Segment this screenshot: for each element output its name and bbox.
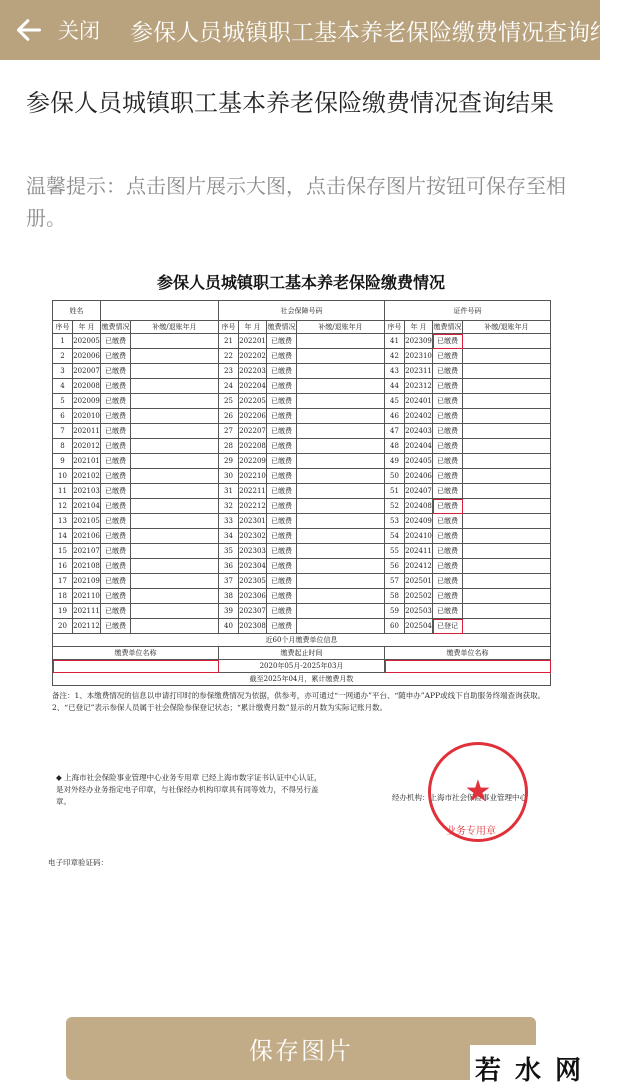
stamp-description: ◆ 上海市社会保险事业管理中心业务专用章 已经上海市数字证书认证中心认证，是对外经办业务指定电子印章，与社保经办机构印章具有同等效力，不得另行盖章。 — [56, 773, 322, 806]
row-index: 57 — [385, 574, 405, 589]
save-image-button[interactable]: 保存图片 — [66, 1017, 536, 1080]
row-index: 42 — [385, 349, 405, 364]
payment-status: 已缴费 — [433, 454, 463, 469]
row-index: 50 — [385, 469, 405, 484]
payment-status: 已缴费 — [433, 559, 463, 574]
top-bar — [0, 0, 636, 60]
row-index: 53 — [385, 514, 405, 529]
payment-status: 已缴费 — [433, 574, 463, 589]
table-row — [53, 574, 551, 589]
payment-status: 已缴费 — [101, 484, 131, 499]
payment-status: 已缴费 — [101, 544, 131, 559]
year-month: 202402 — [405, 409, 433, 424]
row-index: 12 — [53, 499, 73, 514]
table-row — [53, 439, 551, 454]
year-month: 202311 — [405, 364, 433, 379]
year-month: 202111 — [73, 604, 101, 619]
year-month: 202104 — [73, 499, 101, 514]
year-month: 202501 — [405, 574, 433, 589]
payment-status: 已缴费 — [433, 529, 463, 544]
table-row — [53, 394, 551, 409]
payment-status: 已缴费 — [267, 409, 297, 424]
column-header: 序号 — [53, 321, 73, 334]
column-header: 年 月 — [239, 321, 267, 334]
row-index: 26 — [219, 409, 239, 424]
column-header: 缴费情况 — [267, 321, 297, 334]
payment-status: 已缴费 — [267, 454, 297, 469]
year-month: 202112 — [73, 619, 101, 634]
payment-status: 已缴费 — [101, 499, 131, 514]
row-index: 15 — [53, 544, 73, 559]
year-month: 202403 — [405, 424, 433, 439]
year-month: 202106 — [73, 529, 101, 544]
document-title: 参保人员城镇职工基本养老保险缴费情况 — [156, 273, 445, 292]
row-index: 5 — [53, 394, 73, 409]
year-month: 202410 — [405, 529, 433, 544]
payment-status: 已缴费 — [433, 439, 463, 454]
table-row — [53, 379, 551, 394]
column-header: 序号 — [385, 321, 405, 334]
payment-status: 已缴费 — [101, 559, 131, 574]
seal-label: 业务专用章 — [446, 826, 496, 837]
row-index: 29 — [219, 454, 239, 469]
year-month: 202304 — [239, 559, 267, 574]
payment-status: 已缴费 — [267, 604, 297, 619]
year-month: 202405 — [405, 454, 433, 469]
year-month: 202009 — [73, 394, 101, 409]
summary-right: 缴费单位名称 — [385, 647, 551, 660]
payment-status: 已缴费 — [101, 334, 131, 349]
row-index: 47 — [385, 424, 405, 439]
year-month: 202404 — [405, 439, 433, 454]
row-index: 20 — [53, 619, 73, 634]
table-row — [53, 604, 551, 619]
row-index: 56 — [385, 559, 405, 574]
payment-status: 已缴费 — [267, 424, 297, 439]
payment-status: 已缴费 — [267, 559, 297, 574]
year-month: 202211 — [239, 484, 267, 499]
row-index: 43 — [385, 364, 405, 379]
row-index: 25 — [219, 394, 239, 409]
table-row — [53, 349, 551, 364]
organization-label: 经办机构：上海市社会保险事业管理中心 — [392, 793, 527, 802]
payment-status: 已缴费 — [101, 619, 131, 634]
row-index: 21 — [219, 334, 239, 349]
year-month: 202407 — [405, 484, 433, 499]
row-index: 36 — [219, 559, 239, 574]
row-index: 38 — [219, 589, 239, 604]
column-header-row — [53, 321, 551, 334]
row-index: 60 — [385, 619, 405, 634]
payment-status: 已缴费 — [101, 589, 131, 604]
payment-status: 已缴费 — [101, 604, 131, 619]
arrow-left-icon — [15, 16, 43, 44]
year-month: 202209 — [239, 454, 267, 469]
payment-status: 已缴费 — [101, 364, 131, 379]
payment-status: 已缴费 — [267, 439, 297, 454]
row-index: 1 — [53, 334, 73, 349]
year-month: 202303 — [239, 544, 267, 559]
payment-status: 已缴费 — [433, 604, 463, 619]
row-index: 13 — [53, 514, 73, 529]
row-index: 23 — [219, 364, 239, 379]
table-row — [53, 619, 551, 634]
row-index: 51 — [385, 484, 405, 499]
year-month: 202205 — [239, 394, 267, 409]
payment-status: 已缴费 — [101, 409, 131, 424]
row-index: 55 — [385, 544, 405, 559]
summary-left: 缴费单位名称 — [53, 647, 219, 660]
row-index: 46 — [385, 409, 405, 424]
year-month: 202412 — [405, 559, 433, 574]
payment-status: 已登记 — [433, 619, 463, 634]
row-index: 45 — [385, 394, 405, 409]
page-heading: 参保人员城镇职工基本养老保险缴费情况查询结果 — [26, 89, 554, 117]
year-month: 202206 — [239, 409, 267, 424]
row-index: 19 — [53, 604, 73, 619]
payment-status: 已缴费 — [433, 349, 463, 364]
payment-status: 已缴费 — [433, 379, 463, 394]
payment-status: 已缴费 — [433, 334, 463, 349]
table-row — [53, 589, 551, 604]
year-month: 202105 — [73, 514, 101, 529]
year-month: 202208 — [239, 439, 267, 454]
row-index: 39 — [219, 604, 239, 619]
row-index: 34 — [219, 529, 239, 544]
year-month: 202301 — [239, 514, 267, 529]
payment-status: 已缴费 — [101, 349, 131, 364]
watermark-logo: 若水网 — [470, 1045, 600, 1091]
row-index: 30 — [219, 469, 239, 484]
row-index: 44 — [385, 379, 405, 394]
table-row — [53, 514, 551, 529]
year-month: 202109 — [73, 574, 101, 589]
payment-status: 已缴费 — [433, 424, 463, 439]
year-month: 202207 — [239, 424, 267, 439]
year-month: 202310 — [405, 349, 433, 364]
year-month: 202010 — [73, 409, 101, 424]
row-index: 14 — [53, 529, 73, 544]
payment-status: 已缴费 — [433, 514, 463, 529]
row-index: 59 — [385, 604, 405, 619]
star-icon: ★ — [464, 774, 492, 809]
window-title: 参保人员城镇职工基本养老保险缴费情况查询结果 — [130, 19, 636, 46]
row-index: 22 — [219, 349, 239, 364]
row-index: 37 — [219, 574, 239, 589]
column-header: 缴费情况 — [433, 321, 463, 334]
year-month: 202006 — [73, 349, 101, 364]
payment-status: 已缴费 — [101, 394, 131, 409]
summary-mid: 缴费起止时间 — [219, 647, 385, 660]
payment-status: 已缴费 — [267, 574, 297, 589]
year-month: 202107 — [73, 544, 101, 559]
payment-status: 已缴费 — [267, 619, 297, 634]
id-label: 证件号码 — [385, 301, 551, 321]
row-index: 33 — [219, 514, 239, 529]
esign-label: 电子印章验证码： — [48, 858, 108, 867]
row-index: 3 — [53, 364, 73, 379]
year-month: 202202 — [239, 349, 267, 364]
table-row — [53, 409, 551, 424]
payment-status: 已缴费 — [433, 544, 463, 559]
year-month: 202406 — [405, 469, 433, 484]
payment-status: 已缴费 — [267, 394, 297, 409]
table-row — [53, 544, 551, 559]
year-month: 202110 — [73, 589, 101, 604]
year-month: 202007 — [73, 364, 101, 379]
payment-status: 已缴费 — [267, 334, 297, 349]
payment-status: 已缴费 — [101, 454, 131, 469]
payment-status: 已缴费 — [433, 469, 463, 484]
table-row — [53, 454, 551, 469]
row-index: 4 — [53, 379, 73, 394]
payment-status: 已缴费 — [267, 364, 297, 379]
row-index: 16 — [53, 559, 73, 574]
summary-total: 截至2025年04月，累计缴费月数 — [53, 673, 551, 686]
close-button[interactable]: 关闭 — [58, 19, 100, 43]
year-month: 202201 — [239, 334, 267, 349]
payment-status: 已缴费 — [433, 409, 463, 424]
ssn-label: 社会保障号码 — [219, 301, 385, 321]
name-label: 姓名 — [53, 301, 101, 321]
column-header: 序号 — [219, 321, 239, 334]
year-month: 202503 — [405, 604, 433, 619]
year-month: 202307 — [239, 604, 267, 619]
notes: 备注：1、本缴费情况的信息以申请打印时的参保缴费情况为依据，供参考，亦可通过“一网通办”平台、“随申办”APP或线下自助服务终端查询获取。 2、“已登记”表示参保人员属于社会保险参保登记状态；“累计缴费月数”显示的月数为实际记账月数。 — [52, 691, 546, 712]
payment-status: 已缴费 — [101, 469, 131, 484]
payment-status: 已缴费 — [267, 589, 297, 604]
row-index: 40 — [219, 619, 239, 634]
payment-status: 已缴费 — [267, 484, 297, 499]
payment-status: 已缴费 — [101, 439, 131, 454]
year-month: 202401 — [405, 394, 433, 409]
year-month: 202204 — [239, 379, 267, 394]
row-index: 17 — [53, 574, 73, 589]
year-month: 202302 — [239, 529, 267, 544]
table-row — [53, 484, 551, 499]
payment-status: 已缴费 — [267, 544, 297, 559]
summary-title: 近60个月缴费单位信息 — [53, 634, 551, 647]
row-index: 31 — [219, 484, 239, 499]
year-month: 202012 — [73, 439, 101, 454]
payment-status: 已缴费 — [267, 349, 297, 364]
row-index: 11 — [53, 484, 73, 499]
row-index: 18 — [53, 589, 73, 604]
row-index: 49 — [385, 454, 405, 469]
row-index: 8 — [53, 439, 73, 454]
payment-status: 已缴费 — [267, 469, 297, 484]
table-row — [53, 424, 551, 439]
year-month: 202212 — [239, 499, 267, 514]
summary-period: 2020年05月-2025年03月 — [219, 660, 385, 673]
year-month: 202308 — [239, 619, 267, 634]
year-month: 202309 — [405, 334, 433, 349]
row-index: 7 — [53, 424, 73, 439]
year-month: 202409 — [405, 514, 433, 529]
row-index: 24 — [219, 379, 239, 394]
payment-status: 已缴费 — [267, 379, 297, 394]
column-header: 补缴/退账年月 — [463, 321, 551, 334]
year-month: 202504 — [405, 619, 433, 634]
payment-status: 已缴费 — [101, 514, 131, 529]
year-month: 202210 — [239, 469, 267, 484]
year-month: 202102 — [73, 469, 101, 484]
table-row — [53, 469, 551, 484]
payment-status: 已缴费 — [101, 379, 131, 394]
row-index: 10 — [53, 469, 73, 484]
row-index: 54 — [385, 529, 405, 544]
row-index: 52 — [385, 499, 405, 514]
column-header: 年 月 — [405, 321, 433, 334]
payment-status: 已缴费 — [101, 574, 131, 589]
table-row — [53, 559, 551, 574]
payment-status: 已缴费 — [267, 529, 297, 544]
row-index: 9 — [53, 454, 73, 469]
table-row — [53, 529, 551, 544]
payment-status: 已缴费 — [433, 589, 463, 604]
year-month: 202305 — [239, 574, 267, 589]
payment-status: 已缴费 — [433, 394, 463, 409]
year-month: 202011 — [73, 424, 101, 439]
row-index: 32 — [219, 499, 239, 514]
table-row — [53, 364, 551, 379]
document-image[interactable] — [36, 262, 566, 892]
year-month: 202502 — [405, 589, 433, 604]
row-index: 6 — [53, 409, 73, 424]
payment-status: 已缴费 — [267, 499, 297, 514]
payment-status: 已缴费 — [433, 499, 463, 514]
year-month: 202101 — [73, 454, 101, 469]
payment-status: 已缴费 — [433, 364, 463, 379]
year-month: 202306 — [239, 589, 267, 604]
column-header: 补缴/退账年月 — [297, 321, 385, 334]
row-index: 2 — [53, 349, 73, 364]
year-month: 202408 — [405, 499, 433, 514]
payment-status: 已缴费 — [101, 529, 131, 544]
table-row — [53, 499, 551, 514]
year-month: 202005 — [73, 334, 101, 349]
hint-text: 温馨提示：点击图片展示大图，点击保存图片按钮可保存至相册。 — [26, 174, 566, 230]
year-month: 202108 — [73, 559, 101, 574]
row-index: 27 — [219, 424, 239, 439]
table-row — [53, 334, 551, 349]
row-index: 41 — [385, 334, 405, 349]
year-month: 202203 — [239, 364, 267, 379]
payment-status: 已缴费 — [101, 424, 131, 439]
year-month: 202008 — [73, 379, 101, 394]
year-month: 202103 — [73, 484, 101, 499]
row-index: 28 — [219, 439, 239, 454]
year-month: 202312 — [405, 379, 433, 394]
row-index: 58 — [385, 589, 405, 604]
column-header: 缴费情况 — [101, 321, 131, 334]
payment-status: 已缴费 — [267, 514, 297, 529]
payment-status: 已缴费 — [433, 484, 463, 499]
row-index: 48 — [385, 439, 405, 454]
column-header: 年 月 — [73, 321, 101, 334]
column-header: 补缴/退账年月 — [131, 321, 219, 334]
year-month: 202411 — [405, 544, 433, 559]
row-index: 35 — [219, 544, 239, 559]
contribution-table — [52, 300, 551, 686]
back-button[interactable] — [0, 0, 58, 60]
